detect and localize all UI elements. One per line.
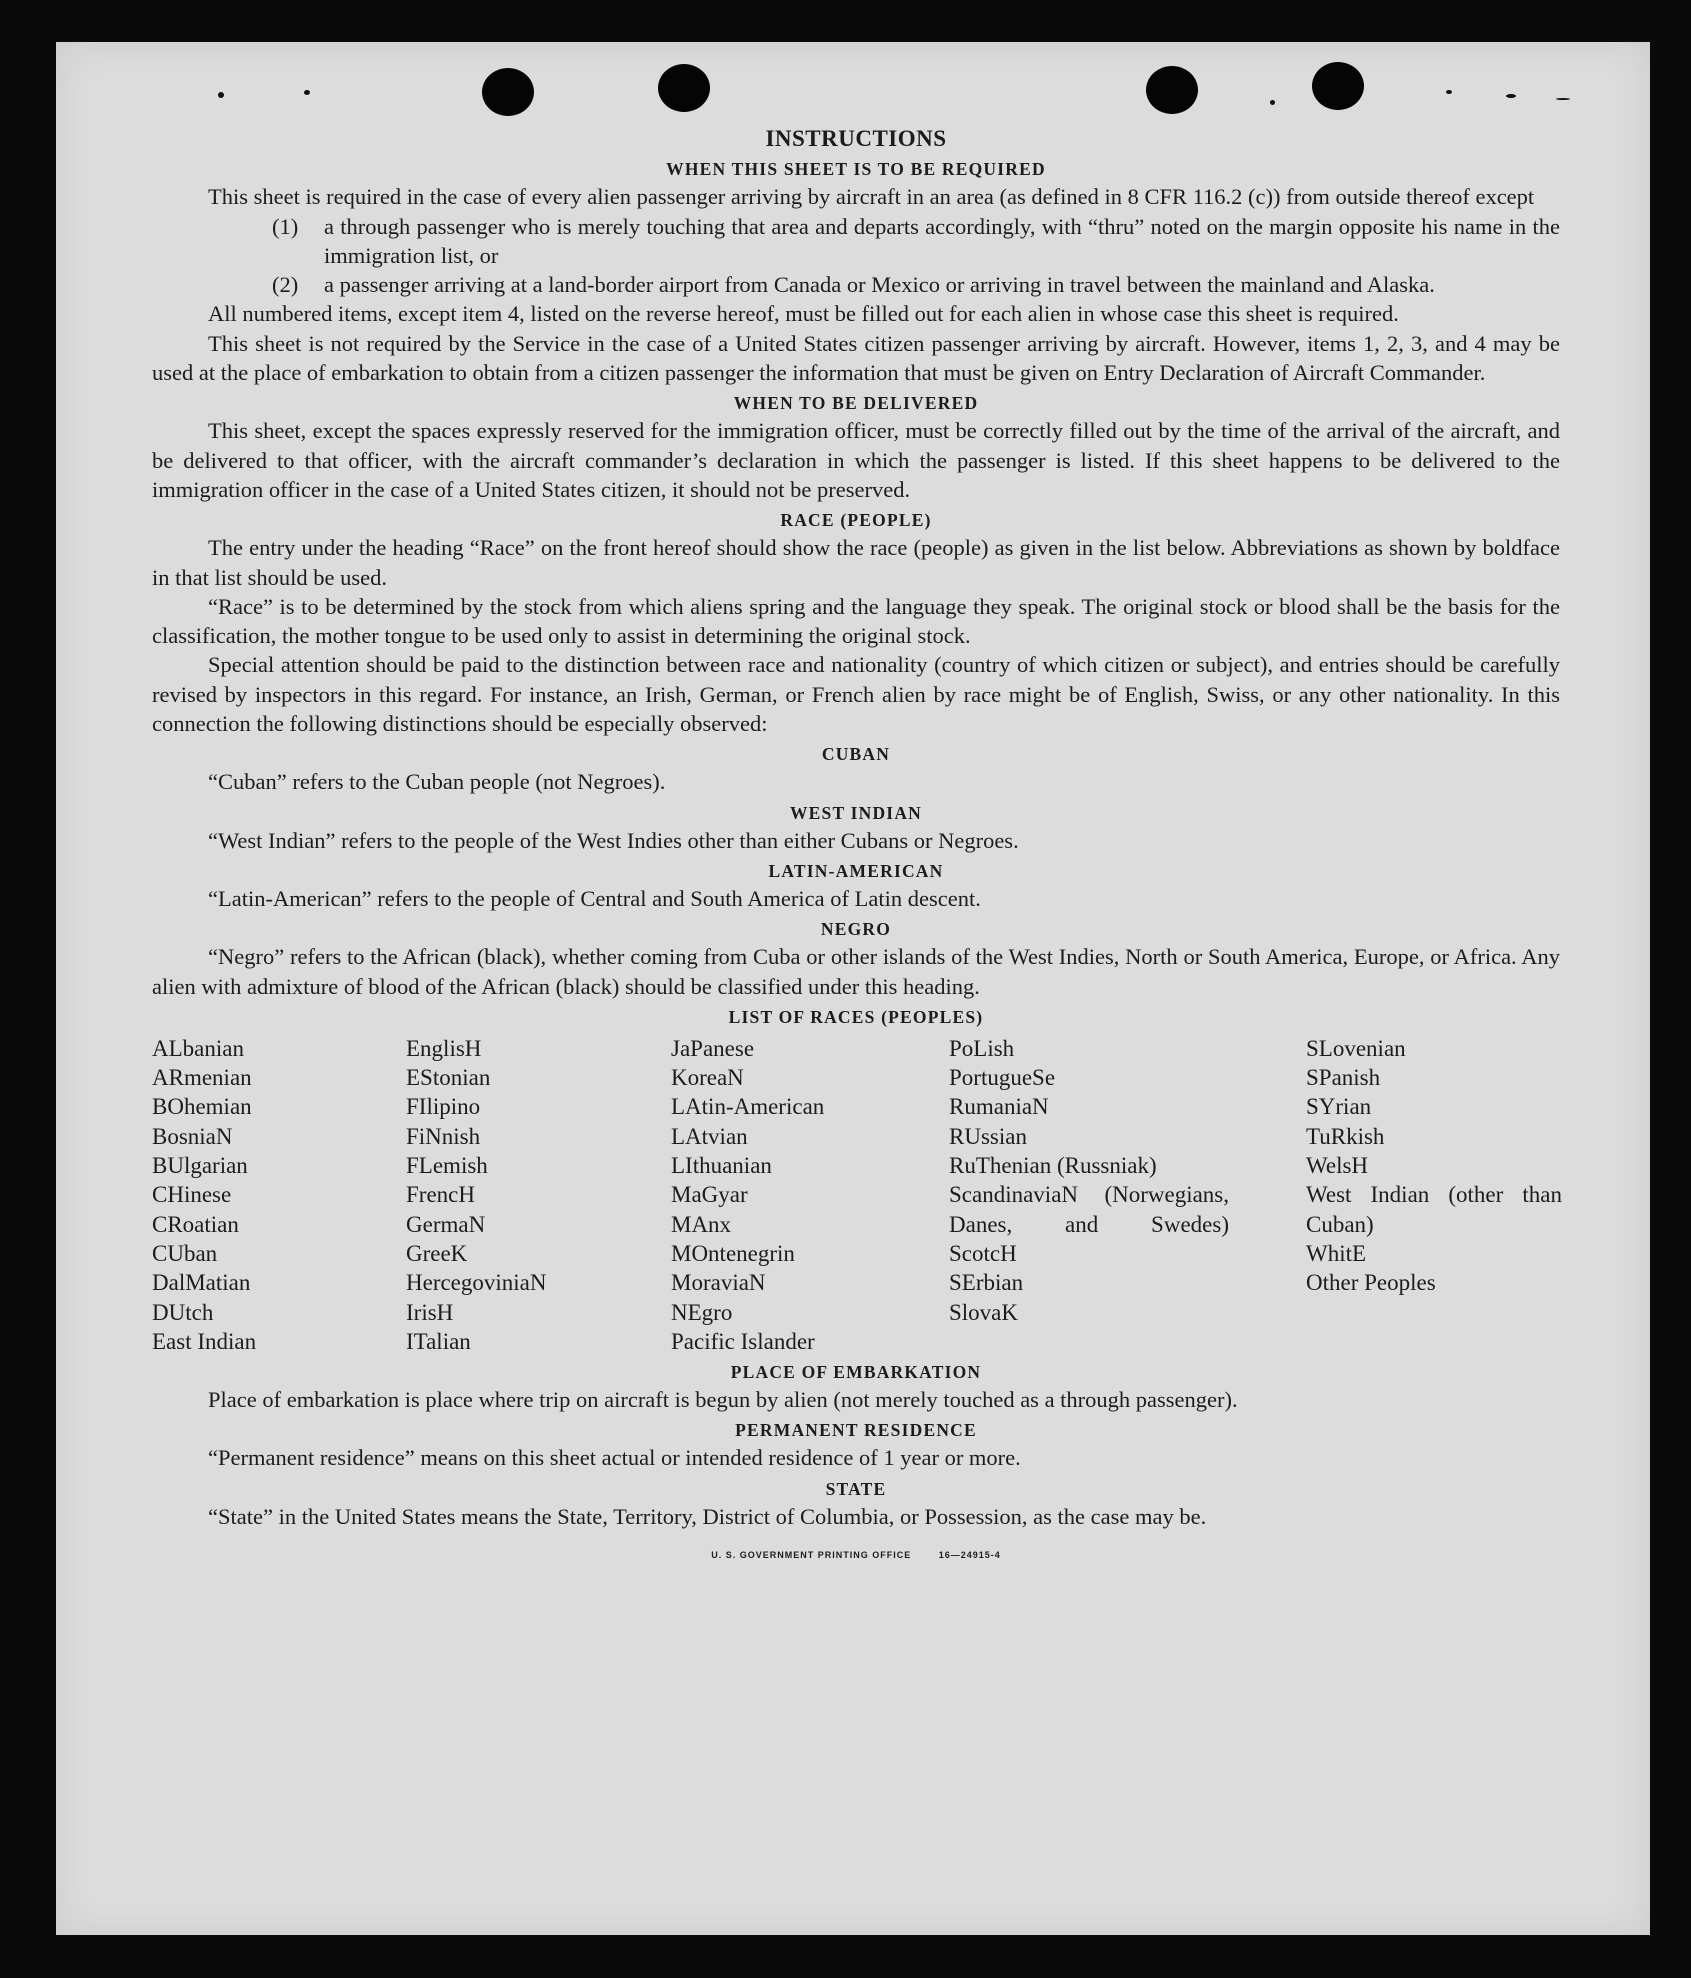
heading-west-indian: WEST INDIAN (789, 802, 922, 823)
race-entry: PortugueSe (949, 1065, 1056, 1091)
races-column (949, 1034, 1306, 1356)
item-text: a through passenger who is merely touching that area and departs accordingly, with “thru” noted on the margin opposite his name in the immigration list, or (324, 213, 1560, 268)
speck (1556, 98, 1570, 100)
race-entry: GreeK (406, 1240, 468, 1266)
race-entry: Other Peoples (1306, 1270, 1436, 1296)
race-entry: RUssian (949, 1123, 1027, 1149)
item-number: (1) (272, 213, 299, 239)
race-entry: IrisH (406, 1299, 454, 1325)
main-title: INSTRUCTIONS (765, 126, 947, 151)
list-item (152, 212, 1560, 271)
race-entry: HercegoviniaN (406, 1270, 547, 1296)
race-entry: BosniaN (152, 1123, 233, 1149)
para-latin-american: “Latin-American” refers to the people of Central and South America of Latin descent. (208, 885, 981, 911)
race-entry: NEgro (671, 1299, 733, 1325)
speck (1446, 90, 1452, 94)
para-numbered-items: All numbered items, except item 4, listed on the reverse hereof, must be filled out for each alien in whose case this sheet is required. (208, 301, 1399, 327)
form-code: 16—24915-4 (938, 1549, 1001, 1560)
para-place-of-embarkation: Place of embarkation is place where trip on aircraft is begun by alien (not merely touched as a through passenger). (208, 1387, 1238, 1413)
para-race-2: “Race” is to be determined by the stock from which aliens spring and the language they speak. The original stock or blood shall be the basis for the classification, the mother tongue to be used only to assist in determining the original stock. (152, 593, 1560, 649)
race-entry: ScandinaviaN (Norwegians, Danes, and Swedes) (949, 1182, 1229, 1237)
punch-hole (1146, 66, 1198, 114)
race-entry: CHinese (152, 1182, 232, 1208)
para-when-required-intro: This sheet is required in the case of every alien passenger arriving by aircraft in an area (as defined in 8 CFR 116.2 (c)) from outside thereof except (208, 184, 1535, 210)
race-entry: CUban (152, 1240, 218, 1266)
punch-hole (1312, 62, 1364, 110)
race-entry: ALbanian (152, 1035, 244, 1061)
race-entry: ITalian (406, 1328, 471, 1354)
heading-negro: NEGRO (820, 919, 892, 940)
races-list (152, 1034, 1560, 1356)
heading-permanent-residence: PERMANENT RESIDENCE (735, 1420, 977, 1441)
race-entry: FrencH (406, 1182, 475, 1208)
race-entry: WelsH (1306, 1153, 1369, 1179)
heading-latin-american: LATIN-AMERICAN (768, 860, 944, 881)
race-entry: FIlipino (406, 1094, 481, 1120)
race-entry: TuRkish (1306, 1123, 1385, 1149)
race-entry: EnglisH (406, 1035, 482, 1061)
race-entry: LIthuanian (671, 1153, 772, 1179)
race-entry: East Indian (152, 1328, 257, 1354)
race-entry: FiNnish (406, 1123, 481, 1149)
heading-when-required: WHEN THIS SHEET IS TO BE REQUIRED (666, 159, 1046, 180)
heading-place-of-embarkation: PLACE OF EMBARKATION (730, 1362, 982, 1383)
document-content (152, 124, 1560, 1570)
race-entry: Pacific Islander (671, 1328, 815, 1354)
para-negro: “Negro” refers to the African (black), whether coming from Cuba or other islands of the West Indies, North or South America, Europe, or Africa. Any alien with admixture of blood of the African (black) should be classified under this heading. (152, 944, 1560, 999)
race-entry: MOntenegrin (671, 1240, 795, 1266)
race-entry: DUtch (152, 1299, 214, 1325)
races-column (406, 1034, 671, 1356)
race-entry: FLemish (406, 1153, 488, 1179)
speck (1270, 100, 1275, 105)
race-entry: CRoatian (152, 1211, 239, 1237)
punch-hole (658, 64, 710, 112)
race-entry: LAtin-American (671, 1094, 825, 1120)
race-entry: SLovenian (1306, 1035, 1406, 1061)
heading-race: RACE (PEOPLE) (780, 510, 932, 531)
races-column (1306, 1034, 1560, 1356)
race-entry: ARmenian (152, 1065, 252, 1091)
race-entry: RuThenian (Russniak) (949, 1153, 1157, 1179)
speck (304, 90, 310, 95)
printer-name: U. S. GOVERNMENT PRINTING OFFICE (711, 1549, 912, 1560)
race-entry: RumaniaN (949, 1094, 1049, 1120)
race-entry: EStonian (406, 1065, 491, 1091)
heading-list-of-races: LIST OF RACES (PEOPLES) (728, 1006, 984, 1027)
speck (1506, 94, 1516, 98)
para-race-3: Special attention should be paid to the distinction between race and nationality (country of which citizen or subject), and entries should be carefully revised by inspectors in this regard. For instance, an Irish, German, or French alien by race might be of English, Swiss, or any other nationality. In this connection the following distinctions should be especially observed: (152, 652, 1560, 737)
para-cuban: “Cuban” refers to the Cuban people (not Negroes). (208, 769, 666, 795)
race-entry: MaGyar (671, 1182, 748, 1208)
race-entry: SYrian (1306, 1094, 1372, 1120)
para-permanent-residence: “Permanent residence” means on this sheet actual or intended residence of 1 year or more. (208, 1445, 1021, 1471)
race-entry: GermaN (406, 1211, 486, 1237)
race-entry: SlovaK (949, 1299, 1018, 1325)
race-entry: MAnx (671, 1211, 732, 1237)
race-entry: LAtvian (671, 1123, 748, 1149)
para-state: “State” in the United States means the State, Territory, District of Columbia, or Possession, as the case may be. (208, 1503, 1207, 1529)
speck (218, 92, 224, 98)
race-entry: PoLish (949, 1035, 1015, 1061)
heading-state: STATE (825, 1478, 887, 1499)
race-entry: JaPanese (671, 1035, 755, 1061)
para-race-1: The entry under the heading “Race” on the front hereof should show the race (people) as given in the list below. Abbreviations as shown by boldface in that list should be used. (152, 535, 1560, 590)
list-item (152, 270, 1560, 299)
race-entry: KoreaN (671, 1065, 744, 1091)
race-entry: BUlgarian (152, 1153, 248, 1179)
heading-cuban: CUBAN (821, 744, 891, 765)
para-when-delivered: This sheet, except the spaces expressly reserved for the immigration officer, must be correctly filled out by the time of the arrival of the aircraft, and be delivered to that officer, with the aircraft commander’s declaration in which the passenger is listed. If this sheet happens to be delivered to the immigration officer in the case of a United States citizen, it should not be preserved. (152, 418, 1560, 502)
punch-hole (482, 68, 534, 116)
race-entry: ScotcH (949, 1240, 1017, 1266)
race-entry: SPanish (1306, 1065, 1381, 1091)
para-west-indian: “West Indian” refers to the people of the West Indies other than either Cubans or Negroes. (208, 827, 1019, 853)
race-entry: WhitE (1306, 1240, 1367, 1266)
document-sheet (56, 42, 1650, 1935)
races-column (152, 1034, 406, 1356)
race-entry: West Indian (other than Cuban) (1306, 1182, 1562, 1237)
item-text: a passenger arriving at a land-border airport from Canada or Mexico or arriving in travel between the mainland and Alaska. (324, 272, 1435, 298)
race-entry: MoraviaN (671, 1270, 766, 1296)
race-entry: DalMatian (152, 1270, 251, 1296)
heading-when-delivered: WHEN TO BE DELIVERED (733, 393, 979, 414)
printer-footer (152, 1541, 1560, 1570)
item-number: (2) (272, 272, 299, 298)
para-citizen: This sheet is not required by the Service in the case of a United States citizen passenger arriving by aircraft. However, items 1, 2, 3, and 4 may be used at the place of embarkation to obtain from a citizen passenger the information that must be given on Entry Declaration of Aircraft Commander. (152, 330, 1560, 386)
race-entry: SErbian (949, 1270, 1024, 1296)
race-entry: BOhemian (152, 1094, 252, 1120)
races-column (671, 1034, 949, 1356)
